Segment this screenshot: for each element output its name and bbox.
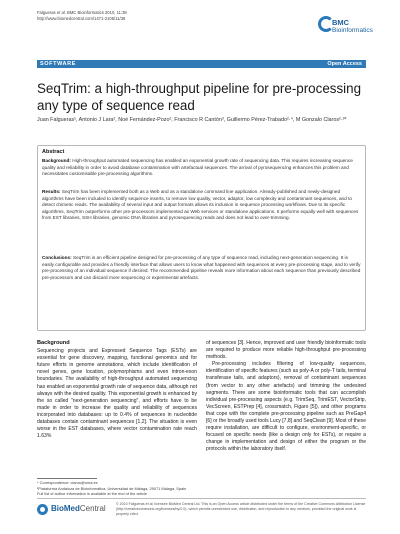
abstract-results (42, 189, 361, 222)
body-paragraph: Sequencing projects and Expressed Sequence Tags (ESTs) are essential for gene discovery, mapping, functional genomics and for future efforts in genome annotations, which include identification of novel genes, gene location, polymorphisms and even intron-exon boundaries. The availability of high-throughput automated sequencing has enabled an exponential growth rate of sequence data, although not always with the desired quality. This exponential growth is enhanced by the so called "next-generation sequencing", and efforts have to be made in order to increase the quality and reliability of sequences incorporated into databases: up to 0.4% of sequences in nucleotide databases contain contaminant sequences [1,2]. The situation is even worse in the EST databases, where vector contamination rate reach 1.63% (37, 348, 197, 440)
footer-divider (37, 498, 366, 499)
abstract-background (42, 158, 361, 178)
author-list: Juan Falgueras¹, Antonio J Lara², Noé Fernández-Pozo², Francisco R Cantón³, Guillermo Pérez-Trabado²·⁴, M Gonzalo Claros²·³* (37, 117, 347, 123)
citation-line: Falgueras et al. BMC Bioinformatics 2010, 11:38 (37, 10, 127, 15)
biomed-central-icon (37, 504, 48, 515)
license-notice: © 2010 Falgueras et al; licensee BioMed Central Ltd. This is an Open Access article distributed under the terms of the Creative Commons Attribution License (http://creativecommons.org/licenses/by/2.0), which permits unrestricted use, distribution, and reproduction in any medium, provided the original work is properly cited. (116, 502, 366, 516)
journal-logo (318, 16, 373, 42)
journal-logo-name: Bioinformatics (332, 27, 373, 34)
background-heading: Background (37, 340, 70, 346)
section-banner (37, 60, 366, 68)
abstract-background-label: Background: (42, 158, 71, 163)
open-access-label: Open Access (327, 61, 362, 67)
article-url[interactable]: http://www.biomedcentral.com/1471-2105/11/38 (37, 16, 126, 21)
body-column-right (206, 340, 366, 454)
correspondence-email[interactable]: * Correspondence: claros@uma.es (37, 480, 98, 485)
abstract-conclusions-text: SeqTrim is an efficient pipeline designed for pre-processing of any type of sequence read, including next-generation sequencing. It is easily configurable and provides a friendly interface that allows users to know what happened with sequences at every pre-processing stage, and to verify pre-processing of an individual sequence if desired. The recommended pipeline reveals more information about each sequence than previously described pre-processors and can discard more sequencing or experimental artefacts. (42, 255, 361, 280)
footnote (37, 480, 197, 497)
article-title: SeqTrim: a high-throughput pipeline for pre-processing any type of sequence read (37, 81, 362, 113)
footnote-divider (37, 478, 97, 479)
publisher-logo (37, 503, 106, 517)
publisher-name-normal: Central (79, 504, 106, 513)
affiliation-note: ²Plataforma Andaluza de Bioinformática, Universidad de Málaga, 29071 Málaga, Spain (37, 485, 187, 491)
publisher-name (51, 504, 106, 513)
section-label: SOFTWARE (40, 61, 76, 67)
author-info-note: Full list of author information is available at the end of the article (37, 491, 147, 497)
abstract-conclusions-label: Conclusions: (42, 255, 72, 260)
abstract-background-text: High-throughput automated sequencing has enabled an exponential growth rate of sequencing data. This requires increasing sequence quality and reliability in order to avoid database contamination with artefactual sequences. The arrival of pyrosequencing enhances this problem and necessitates customisable pre-processing algorithms. (42, 158, 353, 177)
body-paragraph: Pre-processing includes filtering of low-quality sequences, identification of specific features (such as poly-A or poly-T tails, terminal transferase tails, and adaptors), removal of contaminant sequences (from vector to any other artefacts) and trimming the undesired segments. There are some bioinformatic tools that can accomplish individual pre-processing aspects (e.g. TrimSeq, TrimEST, VectorStrip, VecScreen, ESTPrep [4], crossmatch, Figaro [5]), and other programs that cope with the complete pre-processing pipeline such as PreGap4 [6] or the broadly used tools Lucy [7,8] and SeqClean [9]. Most of these require installation, are difficult to configure, environment-specific, or focused on specific needs (like a design only for ESTs), or require a change in implementation and design of either the program or the protocols within the laboratory itself. (206, 361, 366, 453)
publisher-name-bold: BioMed (51, 504, 80, 513)
abstract-results-text: SeqTrim has been implemented both as a Web and as a standalone command line application. Already-published and newly-designed algorithms have been included to identify sequence inserts, to remove low quality, vector, adaptor, low complexity and contaminant sequences, and to detect chimeric reads. The availability of several input and output formats allows its inclusion in sequence processing workflows. Due to its specific algorithms, SeqTrim outperforms other pre-processors implemented as Web services or standalone applications. It performs equally well with sequences from EST libraries, SSH libraries, genomic DNA libraries and pyrosequencing reads and does not lead to over-trimming. (42, 189, 359, 221)
abstract-results-label: Results: (42, 189, 61, 194)
abstract-heading: Abstract (42, 149, 65, 155)
abstract-conclusions (42, 255, 361, 281)
body-column-left (37, 340, 197, 440)
citation-block (37, 10, 127, 22)
body-paragraph: of sequences [3]. Hence, improved and user friendly bioinformatic tools are required to produce more reliable high-throughput pre-processing methods. (206, 340, 366, 361)
abstract-box (37, 145, 366, 331)
journal-logo-bmc: BMC (332, 18, 350, 27)
